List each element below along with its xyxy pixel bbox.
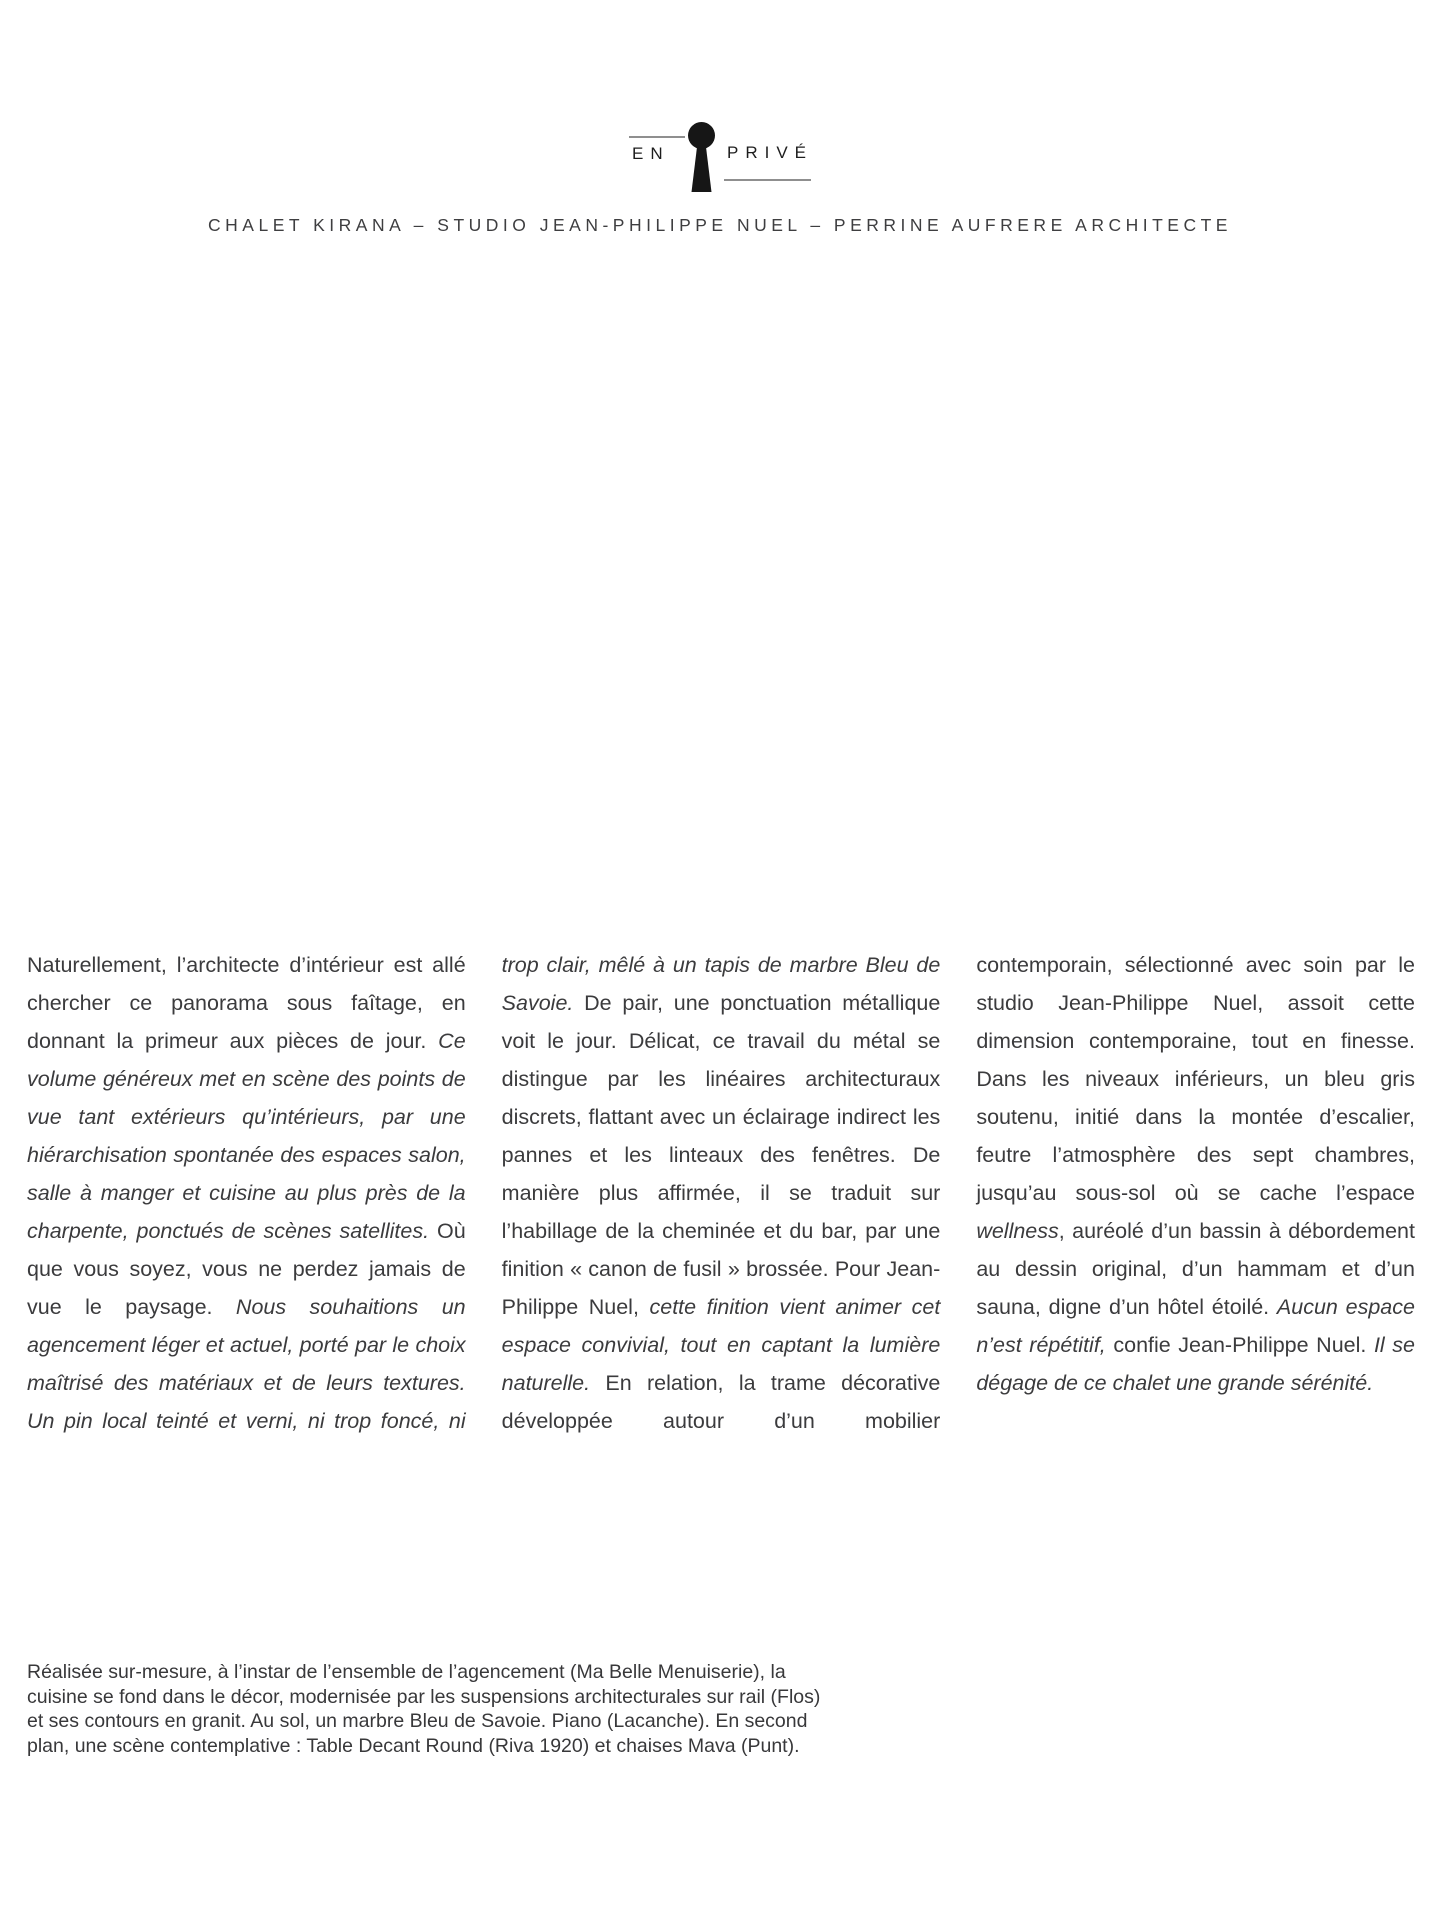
article-text-segment: Ce volume généreux met en scène des points de vue tant extérieurs qu’intérieurs, par une hiérarchisation spontanée des espaces salon, salle à manger et cuisine au plus près de la charpente, ponctués de scènes satellites. [27, 1029, 466, 1243]
logo-word-prive: PRIVÉ [727, 143, 814, 162]
article-text-segment: Il se dégage de ce chalet une grande sérénité. [976, 1333, 1415, 1395]
article-text-segment: Nous souhaitions un agencement léger et actuel, porté par le choix maîtrisé des matériaux et de leurs textures. Un pin local teinté et verni, ni trop foncé, ni trop clair, mêlé à un tapis de marbre Bleu de Savoie. [27, 953, 941, 1433]
article-text-segment: Naturellement, l’architecte d’intérieur est allé chercher ce panorama sous faîtage, en donnant la primeur aux pièces de jour. [27, 953, 466, 1053]
logo-rule-left [629, 136, 685, 138]
photo-caption: Réalisée sur-mesure, à l’instar de l’ensemble de l’agencement (Ma Belle Menuiserie), la cuisine se fond dans le décor, modernisée par les suspensions architecturales sur rail (Flos) et ses contours en granit. Au sol, un marbre Bleu de Savoie. Piano (Lacanche). En second plan, une scène contemplative : Table Decant Round (Riva 1920) et chaises Mava (Punt). [27, 1661, 821, 1757]
article-body [27, 946, 1415, 1440]
logo-rule-right [724, 179, 811, 181]
article-text-segment: De pair, une ponctuation métallique voit le jour. Délicat, ce travail du métal se distingue par les linéaires architecturaux discrets, flattant avec un éclairage indirect les pannes et les linteaux des fenêtres. De manière plus affirmée, il se traduit sur l’habillage de la cheminée et du bar, par une finition « canon de fusil » brossée. Pour Jean-Philippe Nuel, [501, 991, 941, 1319]
article-text-segment: confie Jean-Philippe Nuel. [1113, 1333, 1374, 1357]
en-prive-logo [629, 122, 814, 194]
article-text-segment: Où que vous soyez, vous ne perdez jamais de vue le paysage. [27, 1219, 466, 1319]
article-text-segment: , auréolé d’un bassin à débordement au dessin original, d’un hammam et d’un sauna, digne d’un hôtel étoilé. [976, 1219, 1415, 1319]
keyhole-icon [687, 122, 716, 192]
article-text-segment: wellness [976, 1219, 1059, 1243]
article-text-segment: Aucun espace n’est répétitif, [976, 1295, 1415, 1357]
article-text-segment: cette finition vient animer cet espace convivial, tout en captant la lumière naturelle. [501, 1295, 941, 1395]
article-text-segment: En relation, la trame décorative développée autour d’un mobilier contemporain, sélectionné avec soin par le studio Jean-Philippe Nuel, assoit cette dimension contemporaine, tout en finesse. Dans les niveaux inférieurs, un bleu gris soutenu, initié dans la montée d’escalier, feutre l’atmosphère des sept chambres, jusqu’au sous-sol où se cache l’espace [501, 953, 1415, 1433]
credits-line: CHALET KIRANA – STUDIO JEAN-PHILIPPE NUEL – PERRINE AUFRERE ARCHITECTE [208, 215, 1232, 235]
section-header [0, 0, 1440, 236]
logo-word-en: EN [632, 144, 670, 163]
